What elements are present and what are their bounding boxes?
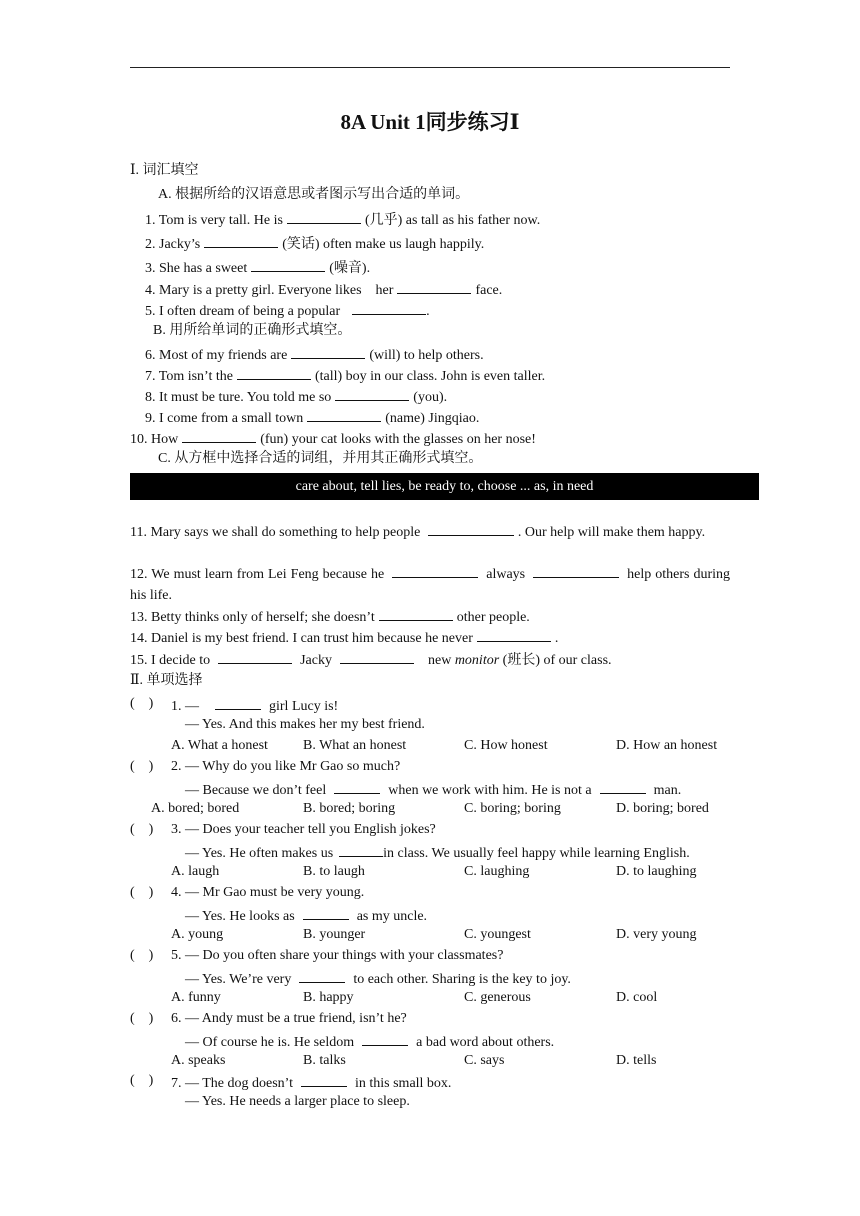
question-2 [145, 233, 484, 254]
mc4-reply-text: — Yes. He looks as [185, 909, 295, 924]
mc2-option-a: A. bored; bored [151, 801, 240, 816]
answer-paren[interactable]: ( ) [130, 759, 154, 774]
q2-text: 2. Jacky’s [145, 237, 201, 252]
question-9 [145, 407, 479, 428]
question-5 [145, 300, 430, 321]
mc6-option-d: D. tells [616, 1053, 657, 1068]
answer-blank[interactable] [477, 627, 551, 642]
part-a-instruction: A. 根据所给的汉语意思或者图示写出合适的单词。 [158, 187, 470, 202]
answer-paren[interactable]: ( ) [130, 696, 154, 711]
mc3-reply-text: — Yes. He often makes us [185, 846, 334, 861]
q15-text-new: new [427, 653, 452, 668]
mc7-stem-end: in this small box. [354, 1076, 452, 1091]
answer-paren[interactable]: ( ) [130, 822, 154, 837]
q8-text-end: (you). [413, 390, 448, 405]
question-3 [145, 257, 370, 278]
mc4-option-b: B. younger [303, 927, 366, 942]
q10-text: 10. How [130, 432, 179, 447]
page-title: 8A Unit 1同步练习Ⅰ [340, 110, 520, 134]
mc7-stem: 7. — The dog doesn’t [171, 1076, 293, 1091]
q3-text-end: (噪音). [329, 261, 371, 276]
q10-text-end: (fun) your cat looks with the glasses on her nose! [260, 432, 536, 447]
mc4-option-a: A. young [171, 927, 224, 942]
mc6-option-b: B. talks [303, 1053, 346, 1068]
question-13 [130, 606, 530, 627]
part-c-instruction: C. 从方框中选择合适的词组，并用其正确形式填空。 [158, 451, 483, 466]
answer-blank[interactable] [600, 779, 646, 794]
mc1-stem-end: girl Lucy is! [269, 699, 339, 714]
answer-blank[interactable] [335, 386, 409, 401]
answer-blank[interactable] [362, 1031, 408, 1046]
question-15 [130, 649, 612, 670]
q3-text: 3. She has a sweet [145, 261, 248, 276]
answer-blank[interactable] [392, 563, 478, 578]
q9-text: 9. I come from a small town [145, 411, 304, 426]
answer-blank[interactable] [287, 209, 361, 224]
q15-italic-word: monitor [454, 653, 500, 668]
q5-text: 5. I often dream of being a popular [145, 304, 341, 319]
q4-text-end: face. [475, 283, 503, 298]
mc3-option-a: A. laugh [171, 864, 220, 879]
question-4 [145, 279, 502, 300]
mc1-reply: — Yes. And this makes her my best friend. [185, 717, 425, 732]
q14-text: 14. Daniel is my best friend. I can trust him because he never [130, 631, 473, 646]
mc2-stem: 2. — Why do you like Mr Gao so much? [171, 759, 401, 774]
mc-question-1 [171, 695, 338, 716]
mc5-stem: 5. — Do you often share your things with your classmates? [171, 948, 504, 963]
mc1-option-d: D. How an honest [616, 738, 718, 753]
answer-paren[interactable]: ( ) [130, 885, 154, 900]
question-8 [145, 386, 447, 407]
header-rule [130, 67, 730, 68]
answer-blank[interactable] [428, 521, 514, 536]
mc6-reply-text: — Of course he is. He seldom [185, 1035, 355, 1050]
mc1-option-b: B. What an honest [303, 738, 407, 753]
mc5-option-d: D. cool [616, 990, 658, 1005]
mc6-reply [185, 1031, 554, 1052]
q13-text: 13. Betty thinks only of herself; she doesn’t [130, 610, 375, 625]
mc5-reply [185, 968, 571, 989]
answer-blank[interactable] [334, 779, 380, 794]
question-12 [130, 563, 730, 606]
answer-paren[interactable]: ( ) [130, 1073, 154, 1088]
mc5-reply-end: to each other. Sharing is the key to joy. [353, 972, 571, 987]
mc5-reply-text: — Yes. We’re very [185, 972, 292, 987]
part-b-instruction: B. 用所给单词的正确形式填空。 [153, 323, 352, 338]
section-2-heading: Ⅱ. 单项选择 [130, 673, 203, 688]
mc5-option-a: A. funny [171, 990, 221, 1005]
q13-text-end: other people. [456, 610, 530, 625]
answer-blank[interactable] [339, 842, 383, 857]
q12-text-end: help others during his life. [130, 567, 731, 603]
question-14 [130, 627, 558, 648]
mc3-option-b: B. to laugh [303, 864, 365, 879]
answer-blank[interactable] [533, 563, 619, 578]
question-1 [145, 209, 540, 230]
q6-text: 6. Most of my friends are [145, 348, 288, 363]
mc2-reply-text: — Because we don’t feel [185, 783, 327, 798]
q8-text: 8. It must be ture. You told me so [145, 390, 332, 405]
answer-blank[interactable] [182, 428, 256, 443]
answer-blank[interactable] [379, 606, 453, 621]
question-7 [145, 365, 545, 386]
mc2-reply-mid: when we work with him. He is not a [388, 783, 592, 798]
mc6-option-c: C. says [464, 1053, 505, 1068]
word-box: care about, tell lies, be ready to, choose ... as, in need [130, 473, 759, 500]
q9-text-end: (name) Jingqiao. [385, 411, 480, 426]
mc3-reply-end: in class. We usually feel happy while learning English. [383, 846, 690, 861]
mc1-stem: 1. — [171, 699, 199, 714]
mc4-stem: 4. — Mr Gao must be very young. [171, 885, 365, 900]
mc5-option-b: B. happy [303, 990, 354, 1005]
mc4-reply-end: as my uncle. [356, 909, 428, 924]
question-10 [130, 428, 536, 449]
answer-blank[interactable] [307, 407, 381, 422]
mc6-reply-end: a bad word about others. [416, 1035, 555, 1050]
q12-text: 12. We must learn from Lei Feng because he [130, 567, 385, 582]
q5-text-end: . [426, 304, 430, 319]
answer-paren[interactable]: ( ) [130, 948, 154, 963]
mc2-option-b: B. bored; boring [303, 801, 396, 816]
q2-text-end: (笑话) often make us laugh happily. [282, 237, 485, 252]
mc-question-7 [171, 1072, 451, 1093]
mc3-reply [185, 842, 690, 863]
mc4-option-c: C. youngest [464, 927, 531, 942]
q11-text: 11. Mary says we shall do something to help people [130, 525, 421, 540]
q15-text-end: (班长) of our class. [502, 653, 612, 668]
q7-text-end: (tall) boy in our class. John is even taller. [314, 369, 546, 384]
mc3-option-d: D. to laughing [616, 864, 697, 879]
answer-blank[interactable] [340, 649, 414, 664]
mc5-option-c: C. generous [464, 990, 531, 1005]
mc2-reply-end: man. [653, 783, 682, 798]
mc2-option-c: C. boring; boring [464, 801, 561, 816]
answer-paren[interactable]: ( ) [130, 1011, 154, 1026]
q11-text-end: . Our help will make them happy. [517, 525, 706, 540]
mc2-option-d: D. boring; bored [616, 801, 709, 816]
q15-text: 15. I decide to [130, 653, 211, 668]
q12-text-mid: always [486, 567, 526, 582]
q4-text: 4. Mary is a pretty girl. Everyone likes her [145, 283, 394, 298]
question-11 [130, 521, 730, 543]
answer-blank[interactable] [237, 365, 311, 380]
mc3-stem: 3. — Does your teacher tell you English jokes? [171, 822, 436, 837]
answer-blank[interactable] [301, 1072, 347, 1087]
mc3-option-c: C. laughing [464, 864, 530, 879]
answer-blank[interactable] [299, 968, 345, 983]
mc1-option-c: C. How honest [464, 738, 548, 753]
question-6 [145, 344, 484, 365]
q15-text-mid: Jacky [300, 653, 332, 668]
q14-text-end: . [554, 631, 559, 646]
answer-blank[interactable] [204, 233, 278, 248]
q1-text-end: (几乎) as tall as his father now. [364, 213, 541, 228]
mc1-option-a: A. What a honest [171, 738, 268, 753]
answer-blank[interactable] [303, 905, 349, 920]
answer-blank[interactable] [251, 257, 325, 272]
q1-text: 1. Tom is very tall. He is [145, 213, 283, 228]
answer-blank[interactable] [291, 344, 365, 359]
answer-blank[interactable] [352, 300, 426, 315]
q6-text-end: (will) to help others. [369, 348, 484, 363]
answer-blank[interactable] [215, 695, 261, 710]
mc6-option-a: A. speaks [171, 1053, 226, 1068]
answer-blank[interactable] [218, 649, 292, 664]
mc7-reply: — Yes. He needs a larger place to sleep. [185, 1094, 410, 1109]
section-1-heading: Ⅰ. 词汇填空 [130, 163, 199, 178]
answer-blank[interactable] [397, 279, 471, 294]
mc2-reply [185, 779, 681, 800]
mc4-option-d: D. very young [616, 927, 697, 942]
mc6-stem: 6. — Andy must be a true friend, isn’t he? [171, 1011, 407, 1026]
q7-text: 7. Tom isn’t the [145, 369, 233, 384]
mc4-reply [185, 905, 427, 926]
